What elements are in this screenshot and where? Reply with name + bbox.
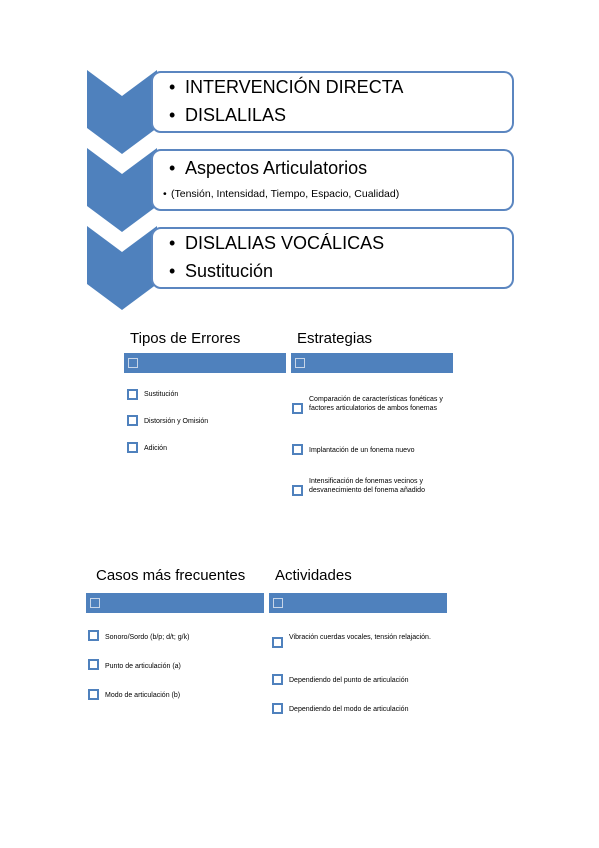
header-checkbox-icon [273, 598, 283, 608]
checkbox-icon [292, 485, 303, 496]
header-checkbox-icon [128, 358, 138, 368]
checkbox-icon [292, 403, 303, 414]
list-item-tipos-3: Adición [144, 445, 167, 452]
heading-tipos-de-errores: Tipos de Errores [130, 330, 241, 347]
step-box-1 [151, 71, 514, 133]
header-bar-estrategias [291, 353, 453, 373]
list-item-casos-3: Modo de articulación (b) [105, 692, 181, 699]
step-2-line-1: • Aspectos Articulatorios [169, 158, 368, 178]
list-item-casos-1: Sonoro/Sordo (b/p; d/t; g/k) [105, 634, 190, 641]
checkbox-icon [88, 689, 99, 700]
list-item-casos-2: Punto de articulación (a) [105, 663, 181, 670]
step-box-3 [151, 227, 514, 289]
header-checkbox-icon [295, 358, 305, 368]
step-2-line-2: • (Tensión, Intensidad, Tiempo, Espacio, Cualidad) [163, 188, 400, 200]
checkbox-icon [88, 630, 99, 641]
header-bar-tipos [124, 353, 286, 373]
chevron-step-3 [87, 226, 157, 310]
header-bar-actividades [269, 593, 447, 613]
step-1-line-2: • DISLALILAS [169, 105, 287, 125]
step-3-line-1: • DISLALIAS VOCÁLICAS [169, 233, 385, 253]
list-item-actividades-1: Vibración cuerdas vocales, tensión relajación. [289, 634, 431, 641]
list-item-estrategias-3: Intensificación de fonemas vecinos y desvanecimiento del fonema añadido [309, 478, 425, 494]
checkbox-icon [127, 415, 138, 426]
checkbox-icon [272, 703, 283, 714]
heading-estrategias: Estrategias [297, 330, 373, 347]
list-item-tipos-1: Sustitución [144, 391, 179, 398]
checkbox-icon [272, 674, 283, 685]
list-item-estrategias-2: Implantación de un fonema nuevo [309, 447, 415, 454]
checkbox-icon [127, 389, 138, 400]
step-1-line-1: • INTERVENCIÓN DIRECTA [169, 77, 404, 97]
step-3-line-2: • Sustitución [169, 261, 274, 281]
chevron-step-1 [87, 70, 157, 154]
step-box-2 [151, 149, 514, 211]
checkbox-icon [127, 442, 138, 453]
list-item-tipos-2: Distorsión y Omisión [144, 418, 209, 425]
header-checkbox-icon [90, 598, 100, 608]
checkbox-icon [292, 444, 303, 455]
checkbox-icon [88, 659, 99, 670]
list-item-actividades-2: Dependiendo del punto de articulación [289, 677, 409, 684]
chevron-step-2 [87, 148, 157, 232]
heading-actividades: Actividades [275, 567, 352, 584]
list-item-actividades-3: Dependiendo del modo de articulación [289, 706, 409, 713]
heading-casos-mas-frecuentes: Casos más frecuentes [96, 567, 246, 584]
list-item-estrategias-1: Comparación de características fonéticas y factores articulatorios de ambos fonemas [309, 396, 443, 412]
header-bar-casos [86, 593, 264, 613]
checkbox-icon [272, 637, 283, 648]
